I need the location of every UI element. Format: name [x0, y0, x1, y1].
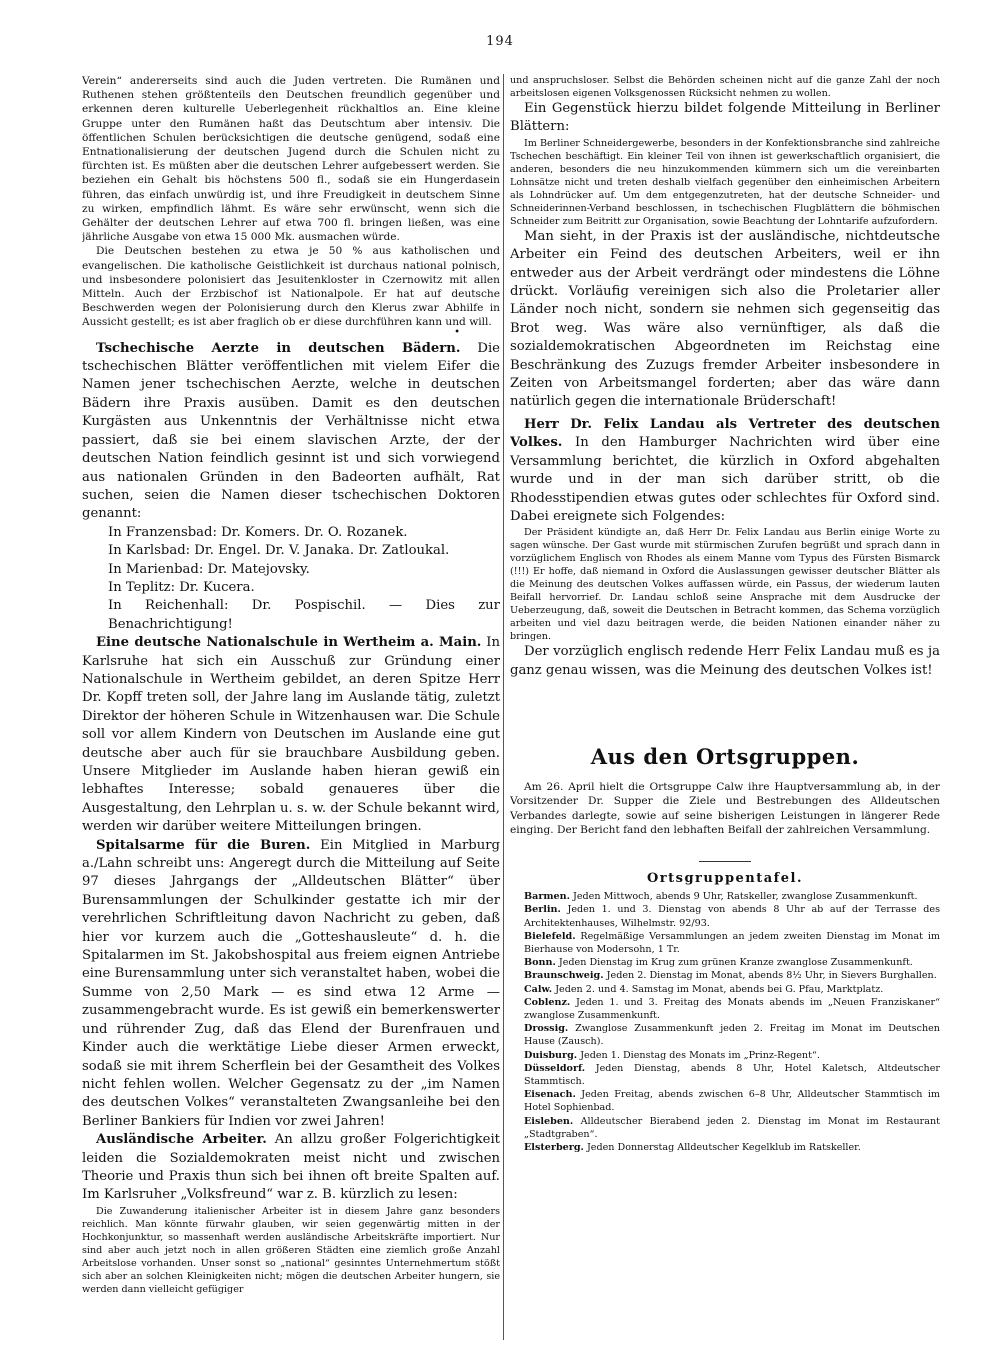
- entry-text: Jeden 1. Dienstag des Monats im „Prinz-Regent“.: [580, 1049, 820, 1061]
- list-item: [510, 1088, 940, 1114]
- article-body: Die tschechischen Blätter veröffentlichen mit vielem Eifer die Namen jener tschechischen Aerzte, welche in deutschen Bädern ihre Praxis ausüben. Damit es den deutschen Kurgästen aus Unkenntnis der Verhältnisse nicht etwa passiert, daß sie bei einem slavischen Arzte, der der deutschen Nation feindlich gesinnt ist und sich vorwiegend aus nationalen Gründen in den Badeorten aufhält, Rat suchen, seien die Namen dieser tschechischen Doktoren genannt:: [82, 340, 500, 522]
- paragraph-practice: Man sieht, in der Praxis ist der ausländische, nichtdeutsche Arbeiter ein Feind des deutschen Arbeiters, weil er ihn entweder aus der Arbeit verdrängt oder mindestens die Löhne drückt. Vorläufig vereinigen sich also die Proletarier aller Länder noch nicht, sondern sie nehmen sich gegenseitig das Brot weg. Was wäre also vernünftiger, als daß die sozialdemokratischen Abgeordneten im Reichstag eine Beschränkung des Zuzugs fremder Arbeiter insbesondere in Zeiten von Arbeitsmangel forderten; aber das wäre dann natürlich gegen die internationale Brüderschaft!: [510, 228, 940, 410]
- entry-text: Regelmäßige Versammlungen an jedem zweiten Dienstag im Monat im Bierhause von Modersohn, 1 Tr.: [524, 930, 940, 955]
- article-body: In Karlsruhe hat sich ein Ausschuß zur Gründung einer Nationalschule in Wertheim gebildet, an deren Spitze Herr Dr. Kopff treten soll, der Jahre lang im Auslande tätig, zuletzt Direktor der höheren Schule in Witzenhausen war. Die Schule soll vor allem Kindern von Deutschen im Auslande eine gut deutsche aber auch für sie brauchbare Ausbildung geben. Unsere Mitglieder im Auslande haben hieran gewiß ein lebhaftes Interesse; sobald genaueres über die Ausgestaltung, den Lehrplan u. s. w. der Schule bekannt wird, werden wir darüber weitere Mitteilungen bringen.: [82, 635, 500, 835]
- entry-text: Jeden 1. und 3. Dienstag von abends 8 Uhr ab auf der Terrasse des Architektenhauses, Wilhelmstr. 92/93.: [524, 904, 940, 929]
- entry-city: Drossig.: [524, 1023, 569, 1035]
- table-title: Ortsgruppentafel.: [646, 870, 804, 886]
- entry-text: Jeden Dienstag im Krug zum grünen Kranze zwanglose Zusammenkunft.: [558, 957, 913, 969]
- list-item: [510, 956, 940, 969]
- list-item: [510, 903, 940, 929]
- entry-text: Jeden 2. Dienstag im Monat, abends 8½ Uhr, in Sievers Burghallen.: [606, 970, 937, 982]
- article-heading: Tschechische Aerzte in deutschen Bädern.: [96, 340, 461, 356]
- entry-text: Jeden 2. und 4. Samstag im Monat, abends bei G. Pfau, Marktplatz.: [555, 983, 884, 995]
- list-item: [510, 930, 940, 956]
- article-body: An allzu großer Folgerichtigkeit leiden die Sozialdemokraten meist nicht und zwischen Theorie und Praxis thun sich bei ihnen oft breite Spalten auf. Im Karlsruher „Volksfreund“ war z. B. kürzlich zu lesen:: [82, 1132, 500, 1203]
- page-number: 194: [486, 34, 514, 49]
- left-column: [82, 74, 500, 1340]
- article-heading: Eine deutsche Nationalschule in Wertheim a. Main.: [96, 635, 482, 651]
- article-landau: [510, 416, 940, 526]
- section-title: Aus den Ortsgruppen.: [590, 744, 860, 770]
- paragraph-opening: Verein“ andererseits sind auch die Juden vertreten. Die Rumänen und Ruthenen stehen größtenteils den Deutschen freundlich gegenüber und erkennen deren kulturelle Ueberlegenheit rückhaltlos an. Eine kleine Gruppe unter den Rumänen haßt das Deutschtum aber intensiv. Die öffentlichen Schulen berücksichtigen die deutsche genügend, sodaß eine Entnationalisierung der deutschen Jugend durch die Schulen nicht zu fürchten ist. Es müßten aber die deutschen Lehrer aufgebessert werden. Sie beziehen ein Gehalt bis höchstens 500 fl., sodaß sie ein Hungerdasein führen, das einfach unwürdig ist, und ihre Freudigkeit in deutschem Sinne zu wirken, empfindlich lähmt. Es wäre sehr erwünscht, wenn sich die Gehälter der deutschen Lehrer auf etwa 700 fl. bringen ließen, was eine jährliche Ausgabe von etwa 15 000 Mk. ausmachen würde.: [82, 75, 500, 244]
- list-item: In Teplitz: Dr. Kucera.: [108, 579, 255, 595]
- entry-city: Duisburg.: [524, 1049, 578, 1061]
- article-heading: Spitalsarme für die Buren.: [96, 837, 311, 853]
- column-divider: [503, 74, 504, 1340]
- entry-text: Jeden Freitag, abends zwischen 6–8 Uhr, Alldeutscher Stammtisch im Hotel Sophienbad.: [524, 1089, 940, 1114]
- article-national-school: [82, 634, 500, 836]
- entry-text: Jeden 1. und 3. Freitag des Monats abends im „Neuen Franziskaner“ zwanglose Zusammenkunft.: [524, 996, 940, 1021]
- paragraph-calw: Am 26. April hielt die Ortsgruppe Calw ihre Hauptversammlung ab, in der Vorsitzender Dr. Supper die Ziele und Bestrebungen des Alldeutschen Verbandes darlegte, sowie auf seine bisherigen Leistungen in längerer Rede einging. Der Bericht fand den lebhaften Beifall der zahlreichen Versammlung.: [510, 781, 940, 836]
- entry-city: Eisleben.: [524, 1115, 574, 1127]
- quote-tailors: Im Berliner Schneidergewerbe, besonders in der Konfektionsbranche sind zahlreiche Tschechen beschäftigt. Ein kleiner Teil von ihnen ist gewerkschaftlich organisiert, die anderen, besonders die neu hinzukommenden kümmern sich um die vereinbarten Lohnsätze nicht und treten deshalb vielfach gegenüber den einheimischen Arbeitern als Lohndrücker auf. Um dem entgegenzutreten, hat der deutsche Schneider- und Schneiderinnen-Verband beschlossen, in tschechischen Flugblättern die böhmischen Schneider zum Beitritt zur Organisation, sowie Beachtung der Lohntarife aufzufordern.: [510, 137, 940, 227]
- list-item: [510, 1141, 940, 1154]
- article-body: In den Hamburger Nachrichten wird über eine Versammlung berichtet, die kürzlich in Oxford abgehalten wurde und in der man sich darüber stritt, ob die Rhodesstipendien etwas gutes oder schlechtes für Oxford sind. Dabei ereignete sich Folgendes:: [510, 435, 940, 524]
- entry-text: Alldeutscher Bierabend jeden 2. Dienstag im Monat im Restaurant „Stadtgraben“.: [524, 1115, 940, 1140]
- list-item: [510, 996, 940, 1022]
- entry-city: Berlin.: [524, 904, 561, 916]
- entry-city: Bielefeld.: [524, 930, 576, 942]
- entry-city: Düsseldorf.: [524, 1062, 586, 1074]
- list-item: [510, 890, 940, 903]
- list-item: In Reichenhall: Dr. Pospischil. — Dies zur Benachrichtigung!: [108, 598, 500, 632]
- doctors-list: [82, 524, 500, 634]
- list-item: In Marienbad: Dr. Matejovsky.: [108, 561, 310, 577]
- entry-city: Braunschweig.: [524, 970, 604, 982]
- quote-landau: Der Präsident kündigte an, daß Herr Dr. Felix Landau aus Berlin einige Worte zu sagen wünsche. Der Gast wurde mit stürmischen Zurufen begrüßt und sprach dann in vorzüglichem Englisch von Rhodes als einem Manne vom Typus des Fürsten Bismarck (!!!) Er hoffe, daß niemand in Oxford die Auslassungen gewisser deutscher Blätter als die Meinung des deutschen Volkes auffassen würde, ein Passus, der wiederum lauten Beifall hervorrief. Dr. Landau schloß seine Ansprache mit dem Ausdrucke der Ueberzeugung, daß, soweit die Deutschen in Betracht kommen, das Schema vorzüglich arbeiten und viel dazu beitragen werde, die beiden Nationen einander näher zu bringen.: [510, 527, 940, 643]
- quote-volksfreund: Die Zuwanderung italienischer Arbeiter ist in diesem Jahre ganz besonders reichlich. Man könnte fürwahr glauben, wir seien gegenwärtig mitten in der Hochkonjunktur, so massenhaft werden ausländische Arbeitskräfte importiert. Nur sind aber auch jetzt noch in allen größeren Städten eine ziemlich große Anzahl Arbeitslose vorhanden. Unser sonst so „national“ gesinntes Unternehmertum stößt sich aber an solchen Kleinigkeiten nicht; mögen die deutschen Arbeiter hungern, sie werden dann vielleicht gefügiger: [82, 1205, 500, 1295]
- ornament-dot: •: [454, 326, 460, 338]
- right-column: [510, 74, 940, 1340]
- article-body: Ein Mitglied in Marburg a./Lahn schreibt uns: Angeregt durch die Mitteilung auf Seite 97 dieses Jahrgangs der „Alldeutschen Blätter“ über Burensammlungen der Schulkinder gestatte ich mir der verehrlichen Schriftleitung davon Nachricht zu geben, daß hier vor kurzem auch die „Gotteshausleute“ d. h. die Spitalarmen im St. Jakobshospital aus freiem eignen Antriebe eine Burensammlung unter sich veranstaltet haben, wobei die Summe von 2,50 Mark — es sind etwa 12 Arme — zusammengebracht wurde. Es ist gewiß ein bemerkenswerter und rührender Zug, daß das Elend der Burenfrauen und Kinder auch die werktätige Liebe dieser Armen erweckt, sodaß sie mit ihrem Scherflein bei der Gesamtheit des Volkes nicht fehlen wollen. Welcher Gegensatz zu der „im Namen des deutschen Volkes“ veranstalteten Zwangsanleihe bei den Berliner Bankiers für Indien vor zwei Jahren!: [82, 837, 500, 1129]
- article-foreign-workers: [82, 1131, 500, 1205]
- list-item: [510, 1062, 940, 1088]
- entry-text: Zwanglose Zusammenkunft jeden 2. Freitag im Monat im Deutschen Hause (Zausch).: [524, 1023, 940, 1048]
- list-item: [510, 983, 940, 996]
- entry-city: Eisenach.: [524, 1089, 576, 1101]
- list-item: In Karlsbad: Dr. Engel. Dr. V. Janaka. Dr. Zatloukal.: [108, 543, 450, 559]
- entry-text: Jeden Donnerstag Alldeutscher Kegelklub im Ratskeller.: [586, 1142, 861, 1153]
- paragraph-clergy: Die Deutschen bestehen zu etwa je 50 % aus katholischen und evangelischen. Die katholische Geistlichkeit ist durchaus national polnisch, und insbesondere polonisiert das Jesuitenkloster in Czernowitz mit allen Mitteln. Auch der Erzbischof ist Nationalpole. Er hat auf deutsche Beschwerden wegen der Polonisierung durch den Klerus zwar Abhilfe in Aussicht gestellt; es ist aber fraglich ob er diese durchführen kann und will.: [82, 245, 500, 329]
- article-boer-collection: [82, 837, 500, 1132]
- article-heading: Ausländische Arbeiter.: [96, 1132, 267, 1148]
- entry-text: Jeden Dienstag, abends 8 Uhr, Hotel Kaletsch, Altdeutscher Stammtisch.: [524, 1062, 940, 1087]
- entry-city: Barmen.: [524, 891, 570, 903]
- counter-intro: Ein Gegenstück hierzu bildet folgende Mitteilung in Berliner Blättern:: [510, 101, 940, 135]
- quote-continuation: und anspruchsloser. Selbst die Behörden scheinen nicht auf die ganze Zahl der noch arbeitslosen eigenen Volksgenossen Rücksicht nehmen zu wollen.: [510, 75, 940, 99]
- list-item: In Franzensbad: Dr. Komers. Dr. O. Rozanek.: [108, 524, 408, 540]
- entry-text: Jeden Mittwoch, abends 9 Uhr, Ratskeller, zwanglose Zusammenkunft.: [573, 891, 918, 903]
- list-item: [510, 1022, 940, 1048]
- entry-city: Coblenz.: [524, 996, 571, 1008]
- paragraph-landau-close: Der vorzüglich englisch redende Herr Felix Landau muß es ja ganz genau wissen, was die Meinung des deutschen Volkes ist!: [510, 644, 940, 678]
- list-item: [510, 1115, 940, 1141]
- ortsgruppen-table: [510, 890, 940, 1154]
- divider-rule: [699, 861, 751, 862]
- article-heading: Herr Dr. Felix Landau als Vertreter des deutschen Volkes.: [510, 416, 940, 451]
- list-item: [510, 1049, 940, 1062]
- article-czech-doctors: [82, 340, 500, 524]
- entry-city: Elsterberg.: [524, 1142, 584, 1153]
- entry-city: Calw.: [524, 983, 553, 995]
- entry-city: Bonn.: [524, 957, 556, 969]
- list-item: [510, 969, 940, 982]
